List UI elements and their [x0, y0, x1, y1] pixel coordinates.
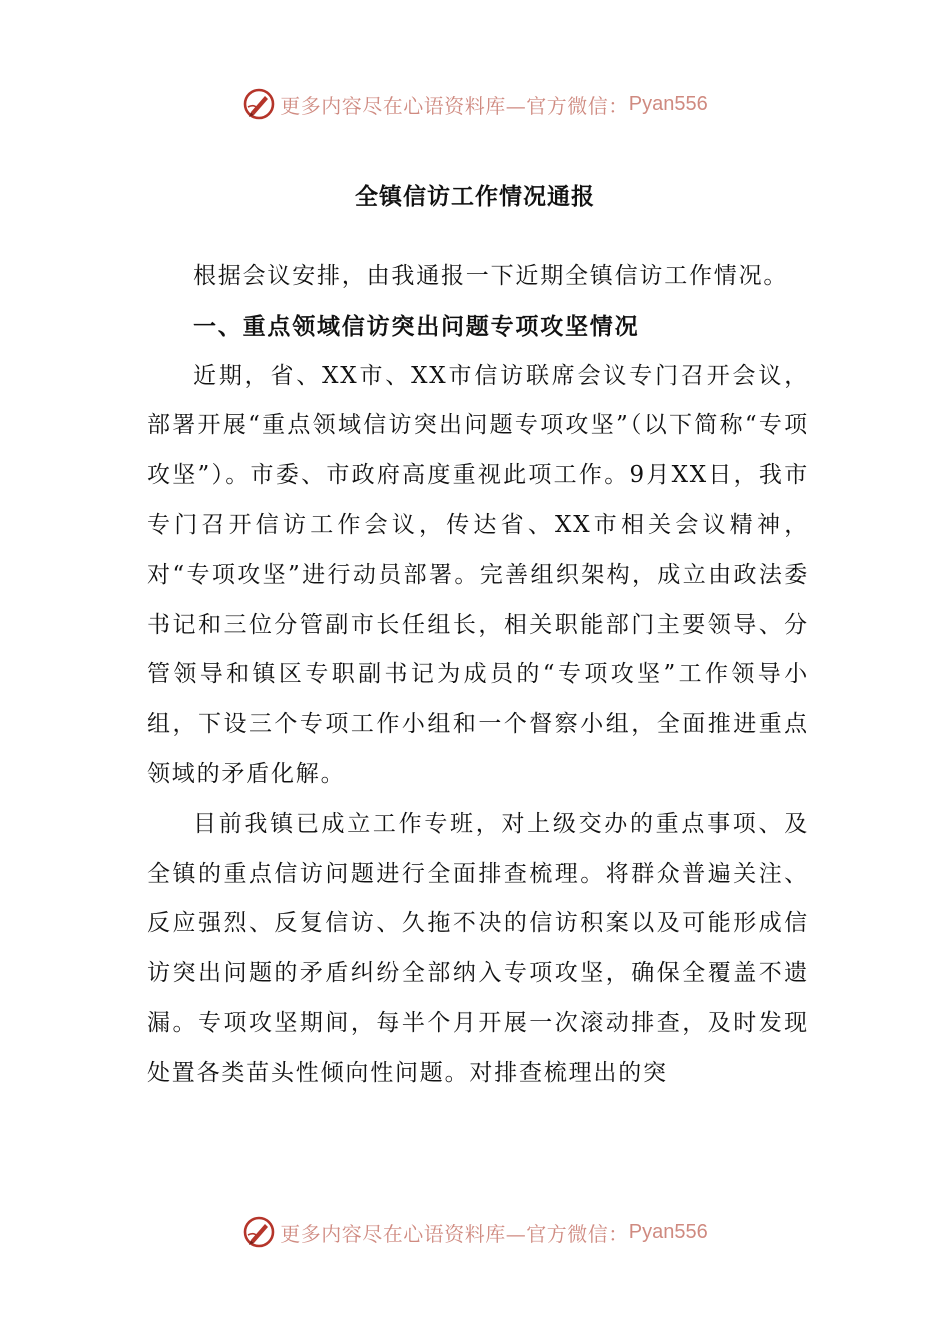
- document-title: 全镇信访工作情况通报: [355, 183, 595, 210]
- pen-logo-icon: [242, 1215, 276, 1249]
- intro-paragraph: 根据会议安排，由我通报一下近期全镇信访工作情况。: [193, 263, 789, 289]
- section-heading: 一、重点领域信访突出问题专项攻坚情况: [193, 312, 640, 340]
- watermark-text: 更多内容尽在心语资料库—官方微信：: [280, 93, 629, 118]
- watermark-wechat-id: Pyan556: [628, 1220, 708, 1243]
- watermark-wechat-id: Pyan556: [628, 92, 708, 115]
- watermark-text: 更多内容尽在心语资料库—官方微信：: [280, 1221, 629, 1246]
- watermark-banner-top: [0, 84, 950, 124]
- document-body: [147, 252, 809, 1099]
- body-paragraph: 近期，省、XX市、XX市信访联席会议专门召开会议，部署开展“重点领域信访突出问题专项攻坚”（以下简称“专项攻坚”）。市委、市政府高度重视此项工作。9月XX日，我市专门召开信访工作会议，传达省、XX市相关会议精神，对“专项攻坚”进行动员部署。完善组织架构，成立由政法委书记和三位分管副市长任组长，相关职能部门主要领导、分管领导和镇区专职副书记为成员的“专项攻坚”工作领导小组，下设三个专项工作小组和一个督察小组，全面推进重点领域的矛盾化解。: [147, 362, 809, 787]
- pen-logo-icon: [242, 87, 276, 121]
- body-paragraph: 目前我镇已成立工作专班，对上级交办的重点事项、及全镇的重点信访问题进行全面排查梳理。将群众普遍关注、反应强烈、反复信访、久拖不决的信访积案以及可能形成信访突出问题的矛盾纠纷全部纳入专项攻坚，确保全覆盖不遗漏。专项攻坚期间，每半个月开展一次滚动排查，及时发现处置各类苗头性倾向性问题。对排查梳理出的突: [147, 810, 809, 1086]
- watermark-banner-bottom: [0, 1212, 950, 1252]
